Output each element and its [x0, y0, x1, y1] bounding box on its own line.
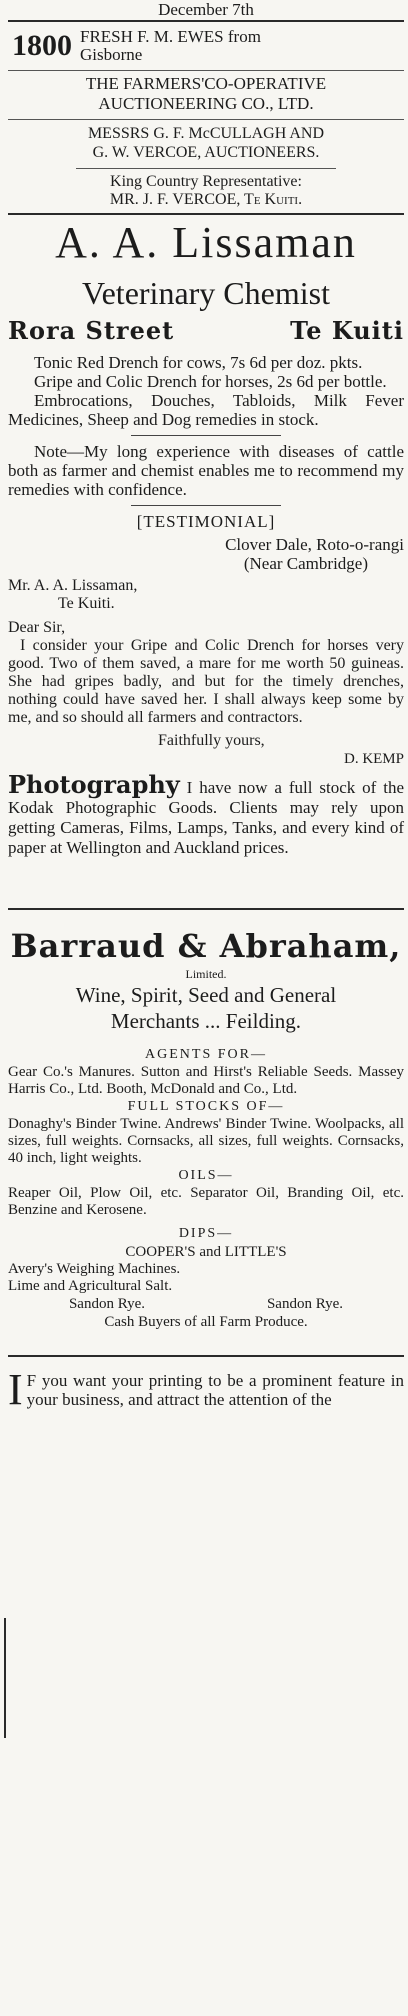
column-bar — [4, 1618, 6, 1738]
limited: Limited. — [185, 967, 227, 981]
printing-text: F you want your printing to be a prominent feature in your business, and attract the attention of the — [26, 1371, 404, 1409]
testimonial-place — [8, 531, 404, 573]
firm-line-2: AUCTIONEERING CO., LTD. — [98, 94, 314, 113]
auctioneers — [8, 120, 404, 168]
testimonial-heading: [TESTIMONIAL] — [136, 512, 276, 531]
barraud-abraham-ad — [8, 910, 404, 1357]
lime-line: Lime and Agricultural Salt. — [8, 1278, 173, 1294]
ewe-count: 1800 — [12, 29, 72, 62]
messrs-line-1: MESSRS G. F. McCULLAGH AND — [87, 125, 325, 142]
printing-ad — [8, 1357, 404, 1414]
product-para-3: Embrocations, Douches, Tabloids, Milk Fever Medicines, Sheep and Dog remedies in stock. — [8, 391, 404, 429]
place-line-2: (Near Cambridge) — [243, 554, 368, 573]
agents-text: Gear Co.'s Manures. Sutton and Hirst's Reliable Seeds. Massey Harris Co., Ltd. Booth, McDonald and Co., Ltd. — [8, 1064, 404, 1097]
dips-line: COOPER'S and LITTLE'S — [125, 1244, 287, 1260]
printing-text-block — [8, 1365, 404, 1414]
street: Rora Street — [8, 316, 175, 345]
barraud-name: Barraud & Abraham, — [10, 927, 402, 965]
sandon-rye-2: Sandon Rye. — [266, 1296, 344, 1312]
addressee-line-2: Te Kuiti. — [58, 595, 115, 612]
firm-name — [8, 71, 404, 119]
sandon-rye-1: Sandon Rye. — [68, 1296, 146, 1312]
lissaman-address — [8, 315, 404, 349]
closing: Faithfully yours, — [158, 732, 265, 749]
divider — [131, 435, 281, 436]
sale-headline — [8, 22, 404, 70]
cash-buyers: Cash Buyers of all Farm Produce. — [104, 1314, 308, 1330]
lissaman-ad — [8, 215, 404, 910]
sandon-rye-line — [8, 1295, 404, 1313]
salutation: Dear Sir, — [8, 619, 66, 636]
sale-date: December 7th — [158, 0, 254, 19]
product-para-1: Tonic Red Drench for cows, 7s 6d per doz. pkts. — [34, 353, 363, 372]
avery-line: Avery's Weighing Machines. — [8, 1261, 181, 1277]
oils-text: Reaper Oil, Plow Oil, etc. Separator Oil, Branding Oil, etc. Benzine and Kerosene. — [8, 1185, 404, 1218]
testimonial-letter: I consider your Gripe and Colic Drench for horses very good. Two of them saved, a mare for me worth 50 guineas. She had gripes badly, and but for the timely drenches, nothing could have saved her. I shall always keep some by me, and so should all farmers and contractors. — [8, 637, 404, 726]
product-para-2: Gripe and Colic Drench for horses, 2s 6d per bottle. — [34, 372, 387, 391]
messrs-line-2: G. W. VERCOE, AUCTIONEERS. — [92, 144, 320, 161]
oils-heading: OILS— — [178, 1168, 234, 1183]
stocks-heading: FULL STOCKS OF— — [127, 1099, 285, 1114]
sheep-sale-ad — [8, 0, 404, 215]
stocks-text: Donaghy's Binder Twine. Andrews' Binder Twine. Woolpacks, all sizes, full weights. Cornsacks, all sizes, full weights. Cornsacks, 40 inch, light weights. — [8, 1116, 404, 1166]
lissaman-name: A. A. Lissaman — [55, 218, 357, 267]
representative — [8, 169, 404, 213]
agents-heading: AGENTS FOR— — [145, 1047, 267, 1062]
town: Te Kuiti — [290, 316, 404, 345]
photography-rest: Photographic Goods. Clients may rely upon getting Cameras, Films, Lamps, Tanks, and every kind of paper at Wellington and Auckland prices. — [8, 798, 404, 857]
divider — [131, 505, 281, 506]
addressee — [8, 573, 404, 613]
sale-line-1: FRESH F. M. EWES from — [80, 27, 261, 46]
divider — [8, 908, 404, 910]
drop-cap: I — [8, 1365, 23, 1414]
experience-note: Note—My long experience with diseases of cattle both as farmer and chemist enables me to recommend my remedies with confidence. — [8, 442, 404, 499]
lissaman-products — [8, 349, 404, 429]
dips-heading: DIPS— — [178, 1226, 234, 1241]
sale-line-2: Gisborne — [80, 45, 143, 64]
barraud-line-1: Wine, Spirit, Seed and General — [75, 983, 337, 1007]
photography-heading: Photography — [8, 770, 180, 799]
lissaman-trade: Veterinary Chemist — [82, 275, 330, 311]
photography-text — [8, 770, 404, 858]
barraud-line-2: Merchants ... Feilding. — [110, 1009, 302, 1033]
addressee-line-1: Mr. A. A. Lissaman, — [8, 577, 138, 594]
firm-line-1: THE FARMERS'CO-OPERATIVE — [85, 74, 327, 93]
place-line-1: Clover Dale, Roto-o-rangi — [225, 535, 404, 554]
photography-first-line: I have now a full stock of the Kodak — [8, 778, 404, 817]
rep-line-1: King Country Representative: — [110, 173, 302, 190]
signature: D. KEMP — [343, 751, 404, 767]
photography-block — [8, 767, 404, 858]
rep-line-2: MR. J. F. VERCOE, Te Kuiti. — [109, 191, 303, 208]
